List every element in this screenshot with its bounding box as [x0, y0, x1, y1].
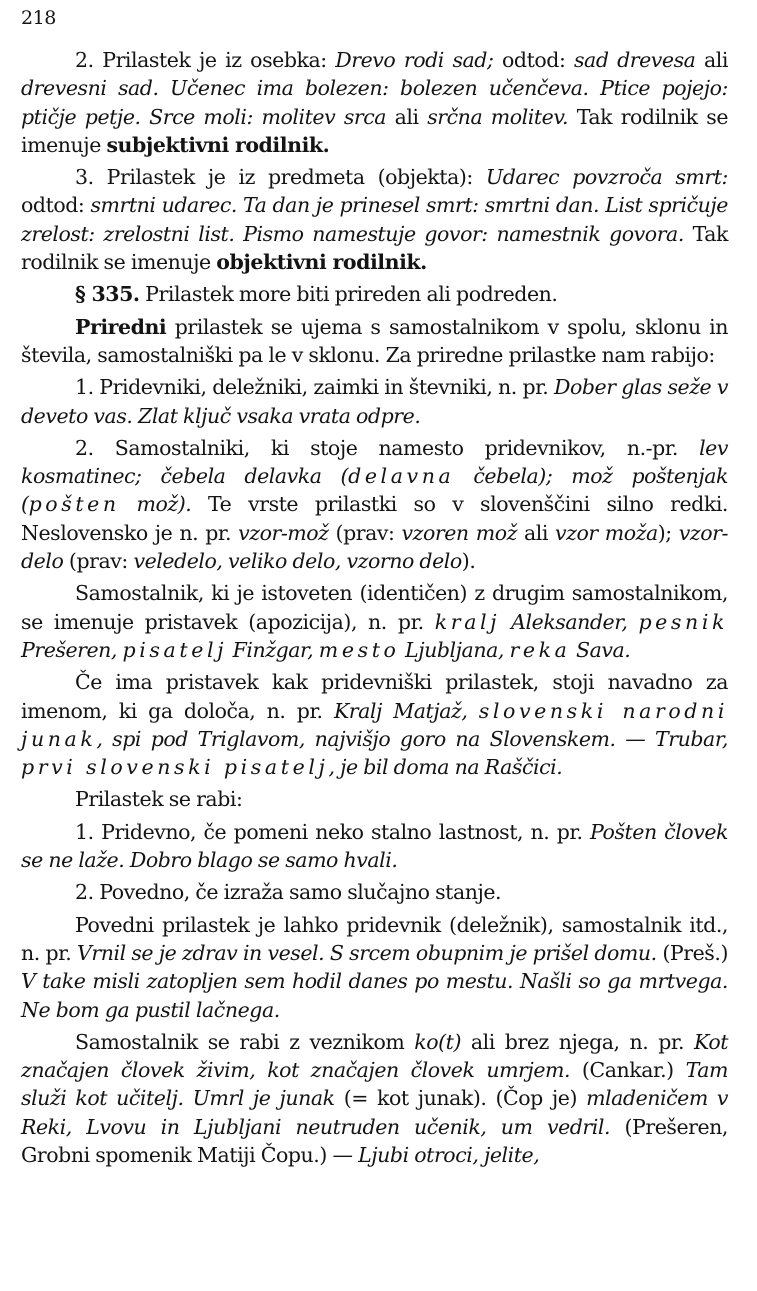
paragraph-attribute-usage [21, 785, 728, 813]
text-run: (Prešeren, Grobni spomenik Matiji Čopu.) — [21, 1114, 728, 1167]
italic-example: Kralj Matjaž, [333, 698, 479, 723]
italic-example: čebela); mož poštenjak ( [21, 464, 728, 517]
italic-example: vzor-delo [21, 520, 728, 574]
italic-example: smrtni udarec. Ta dan je prinesel smrt: smrtni dan. List spričuje zrelost: zrelostni list. Pismo namestuje govor: namestnik govora. [21, 193, 728, 246]
italic-example: Ljubljana, [399, 637, 510, 662]
list-item-attributive [21, 818, 728, 875]
bold-term: subjektivni rodilnik. [106, 132, 330, 157]
paragraph-predicative-attribute [21, 911, 728, 1024]
italic-example: pošten [28, 492, 120, 517]
italic-example: V take misli zatopljen sem hodil danes po mestu. Našli so ga mrtvega. Ne bom ga pustil lačnega. [21, 969, 728, 1022]
text-run: 2. Samostalniki, ki stoje namesto pridevnikov, n.-pr. [75, 435, 700, 460]
italic-example: Finžgar, [227, 637, 319, 662]
list-item-adjectives [21, 373, 728, 430]
italic-example: reka [509, 637, 571, 662]
italic-example: Aleksander, [500, 609, 639, 634]
text-run: Samostalnik se rabi z veznikom [75, 1029, 415, 1054]
text-run: 1. Pridevniki, deležniki, zaimki in števniki, n. pr. [75, 375, 554, 400]
italic-example: srčna molitev. [427, 104, 569, 129]
italic-example: drevesni sad. Učenec ima bolezen: bolezen učenčeva. Ptice pojejo: ptičje petje. Srce moli: molitev srca [21, 76, 728, 129]
text-run: prilastek se ujema s samostalnikom v spolu, sklonu in števila, samostalniški pa le v sklonu. Za priredne prilastke nam rabijo: [21, 314, 728, 367]
text-run: ali [516, 520, 555, 545]
list-item-nouns [21, 434, 728, 575]
italic-example: vzor-mož [238, 520, 329, 545]
italic-example: veledelo, veliko delo, vzorno delo [133, 549, 462, 574]
paragraph-noun-with-conjunction [21, 1028, 728, 1169]
italic-example: Tam služi kot učitelj. Umrl je junak [21, 1058, 728, 1111]
paragraph-coordinate-attribute [21, 313, 728, 370]
italic-example: , spi pod Triglavom, najvišjo goro na Slovenskem. — Trubar, [96, 726, 728, 751]
paragraph-apposition [21, 579, 728, 664]
section-335-heading [21, 280, 728, 308]
text-run: odtod: [21, 193, 91, 218]
italic-example: vzor moža [554, 520, 658, 545]
bold-term: Priredni [75, 314, 167, 339]
paragraph-apposition-attribute [21, 668, 728, 781]
italic-example: pesnik [638, 609, 728, 634]
italic-example: mož). [119, 492, 192, 517]
text-run: ); [657, 520, 679, 545]
bold-term: § 335. [75, 282, 140, 307]
text-run: 1. Pridevno, če pomeni neko stalno lastnost, n. pr. [75, 819, 591, 844]
text-run: Te vrste prilastki so v slovenščini silno redki. Neslovensko je n. pr. [21, 492, 728, 545]
paragraph-objective-genitive [21, 163, 728, 276]
italic-example: kralj [434, 609, 501, 634]
text-run: Povedni prilastek je lahko pridevnik (deležnik), samostalnik itd., n. pr. [21, 912, 728, 965]
text-run: (Cankar.) [570, 1058, 686, 1083]
text-run: Če ima pristavek kak pridevniški prilastek, stoji navadno za imenom, ki ga določa, n. pr. [21, 670, 728, 723]
text-run: Prilastek more biti prireden ali podreden. [139, 282, 558, 307]
italic-example: Kot značajen človek živim, kot značajen človek umrjem. [21, 1029, 728, 1083]
text-run: Tak rodilnik se imenuje [21, 221, 728, 275]
italic-example: mladeničem v Reki, Lvovu in Ljubljani neutruden učenik, um vedril. [21, 1086, 729, 1139]
text-run: ). [461, 549, 476, 574]
text-run: 3. Prilastek je iz predmeta (objekta): [75, 165, 486, 190]
italic-example: Pošten človek se ne laže. Dobro blago se samo hvali. [21, 819, 728, 873]
page-number: 218 [21, 7, 56, 29]
italic-example: , je bil doma na Raščici. [328, 755, 563, 780]
text-run: (prav: [328, 520, 402, 545]
italic-example: Sava. [570, 637, 631, 662]
list-item-predicative [21, 878, 728, 906]
text-run: (= kot junak). (Čop je) [334, 1086, 587, 1111]
italic-example: slovenski narodni junak [21, 698, 728, 751]
text-run: ali [695, 48, 728, 72]
italic-example: lev kosmatinec; čebela delavka ( [21, 435, 728, 489]
italic-example: ko(t) [414, 1029, 461, 1054]
text-run: (prav: [63, 549, 134, 574]
italic-example: Dober glas seže v deveto vas. Zlat ključ vsaka vrata odpre. [21, 375, 728, 428]
text-run: Samostalnik, ki je istoveten (identičen) z drugim samostalnikom, se imenuje pristavek (apozicija), n. pr. [21, 581, 728, 634]
paragraph-subjective-genitive [21, 46, 728, 159]
italic-example: Ljubi otroci, jelite, [358, 1142, 540, 1167]
italic-example: mesto [318, 637, 400, 662]
text-run: (Preš.) [656, 940, 728, 965]
italic-example: Prešeren, [21, 637, 123, 662]
text-run: 2. Prilastek je iz osebka: [75, 48, 336, 72]
italic-example: Drevo rodi sad; [335, 48, 494, 72]
italic-example: sad drevesa [573, 48, 696, 72]
text-run: ali [386, 104, 428, 129]
italic-example: Udarec povzroča smrt: [485, 165, 728, 190]
italic-example: pisatelj [122, 637, 228, 662]
italic-example: vzoren mož [401, 520, 517, 545]
text-run: 2. Povedno, če izraža samo slučajno stanje. [75, 880, 502, 905]
bold-term: objektivni rodilnik. [216, 250, 427, 275]
italic-example: prvi slovenski pisatelj [21, 755, 329, 780]
italic-example: Vrnil se je zdrav in vesel. S srcem obupnim je prišel domu. [77, 940, 657, 965]
text-run: ali brez njega, n. pr. [461, 1029, 694, 1054]
text-run: odtod: [493, 48, 574, 72]
italic-example: delavna [348, 464, 455, 489]
text-run: Tak rodilnik se imenuje [21, 104, 728, 157]
text-run: Prilastek se rabi: [75, 787, 243, 812]
